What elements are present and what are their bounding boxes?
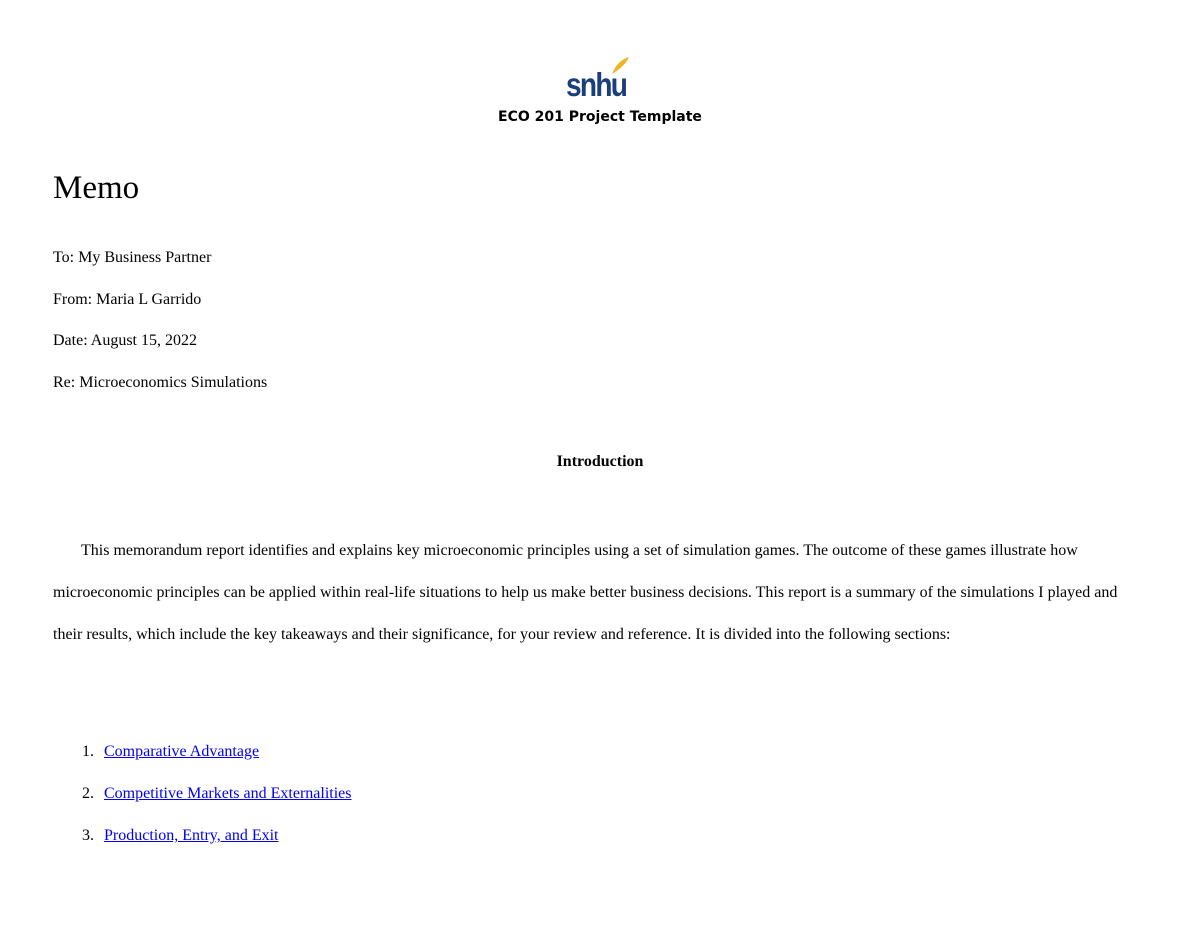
section-link-competitive-markets[interactable]: Competitive Markets and Externalities	[104, 785, 352, 802]
memo-from: From: Maria L Garrido	[53, 291, 202, 308]
document-header: ECO 201 Project Template	[498, 109, 702, 125]
leaf-icon	[610, 56, 630, 76]
list-number: 1.	[82, 743, 94, 760]
memo-title: Memo	[53, 170, 140, 206]
list-item	[82, 785, 352, 803]
section-link-comparative-advantage[interactable]: Comparative Advantage	[104, 743, 260, 760]
memo-date: Date: August 15, 2022	[53, 332, 197, 349]
logo-text: snhu	[566, 66, 627, 103]
snhu-logo	[566, 56, 632, 102]
list-number: 2.	[82, 785, 94, 802]
list-item	[82, 827, 279, 845]
list-item	[82, 743, 259, 761]
introduction-heading: Introduction	[556, 453, 644, 470]
list-number: 3.	[82, 827, 94, 844]
memo-re: Re: Microeconomics Simulations	[53, 374, 268, 391]
section-link-production-entry-exit[interactable]: Production, Entry, and Exit	[104, 827, 279, 844]
introduction-paragraph: This memorandum report identifies and explains key microeconomic principles using a set of simulation games. The outcome of these games illustrate how microeconomic principles can be applied within real-life situations to help us make better business decisions. This report is a summary of the simulations I played and their results, which include the key takeaways and their significance, for your review and reference. It is divided into the following sections:	[53, 542, 1118, 643]
memo-to: To: My Business Partner	[53, 249, 212, 266]
